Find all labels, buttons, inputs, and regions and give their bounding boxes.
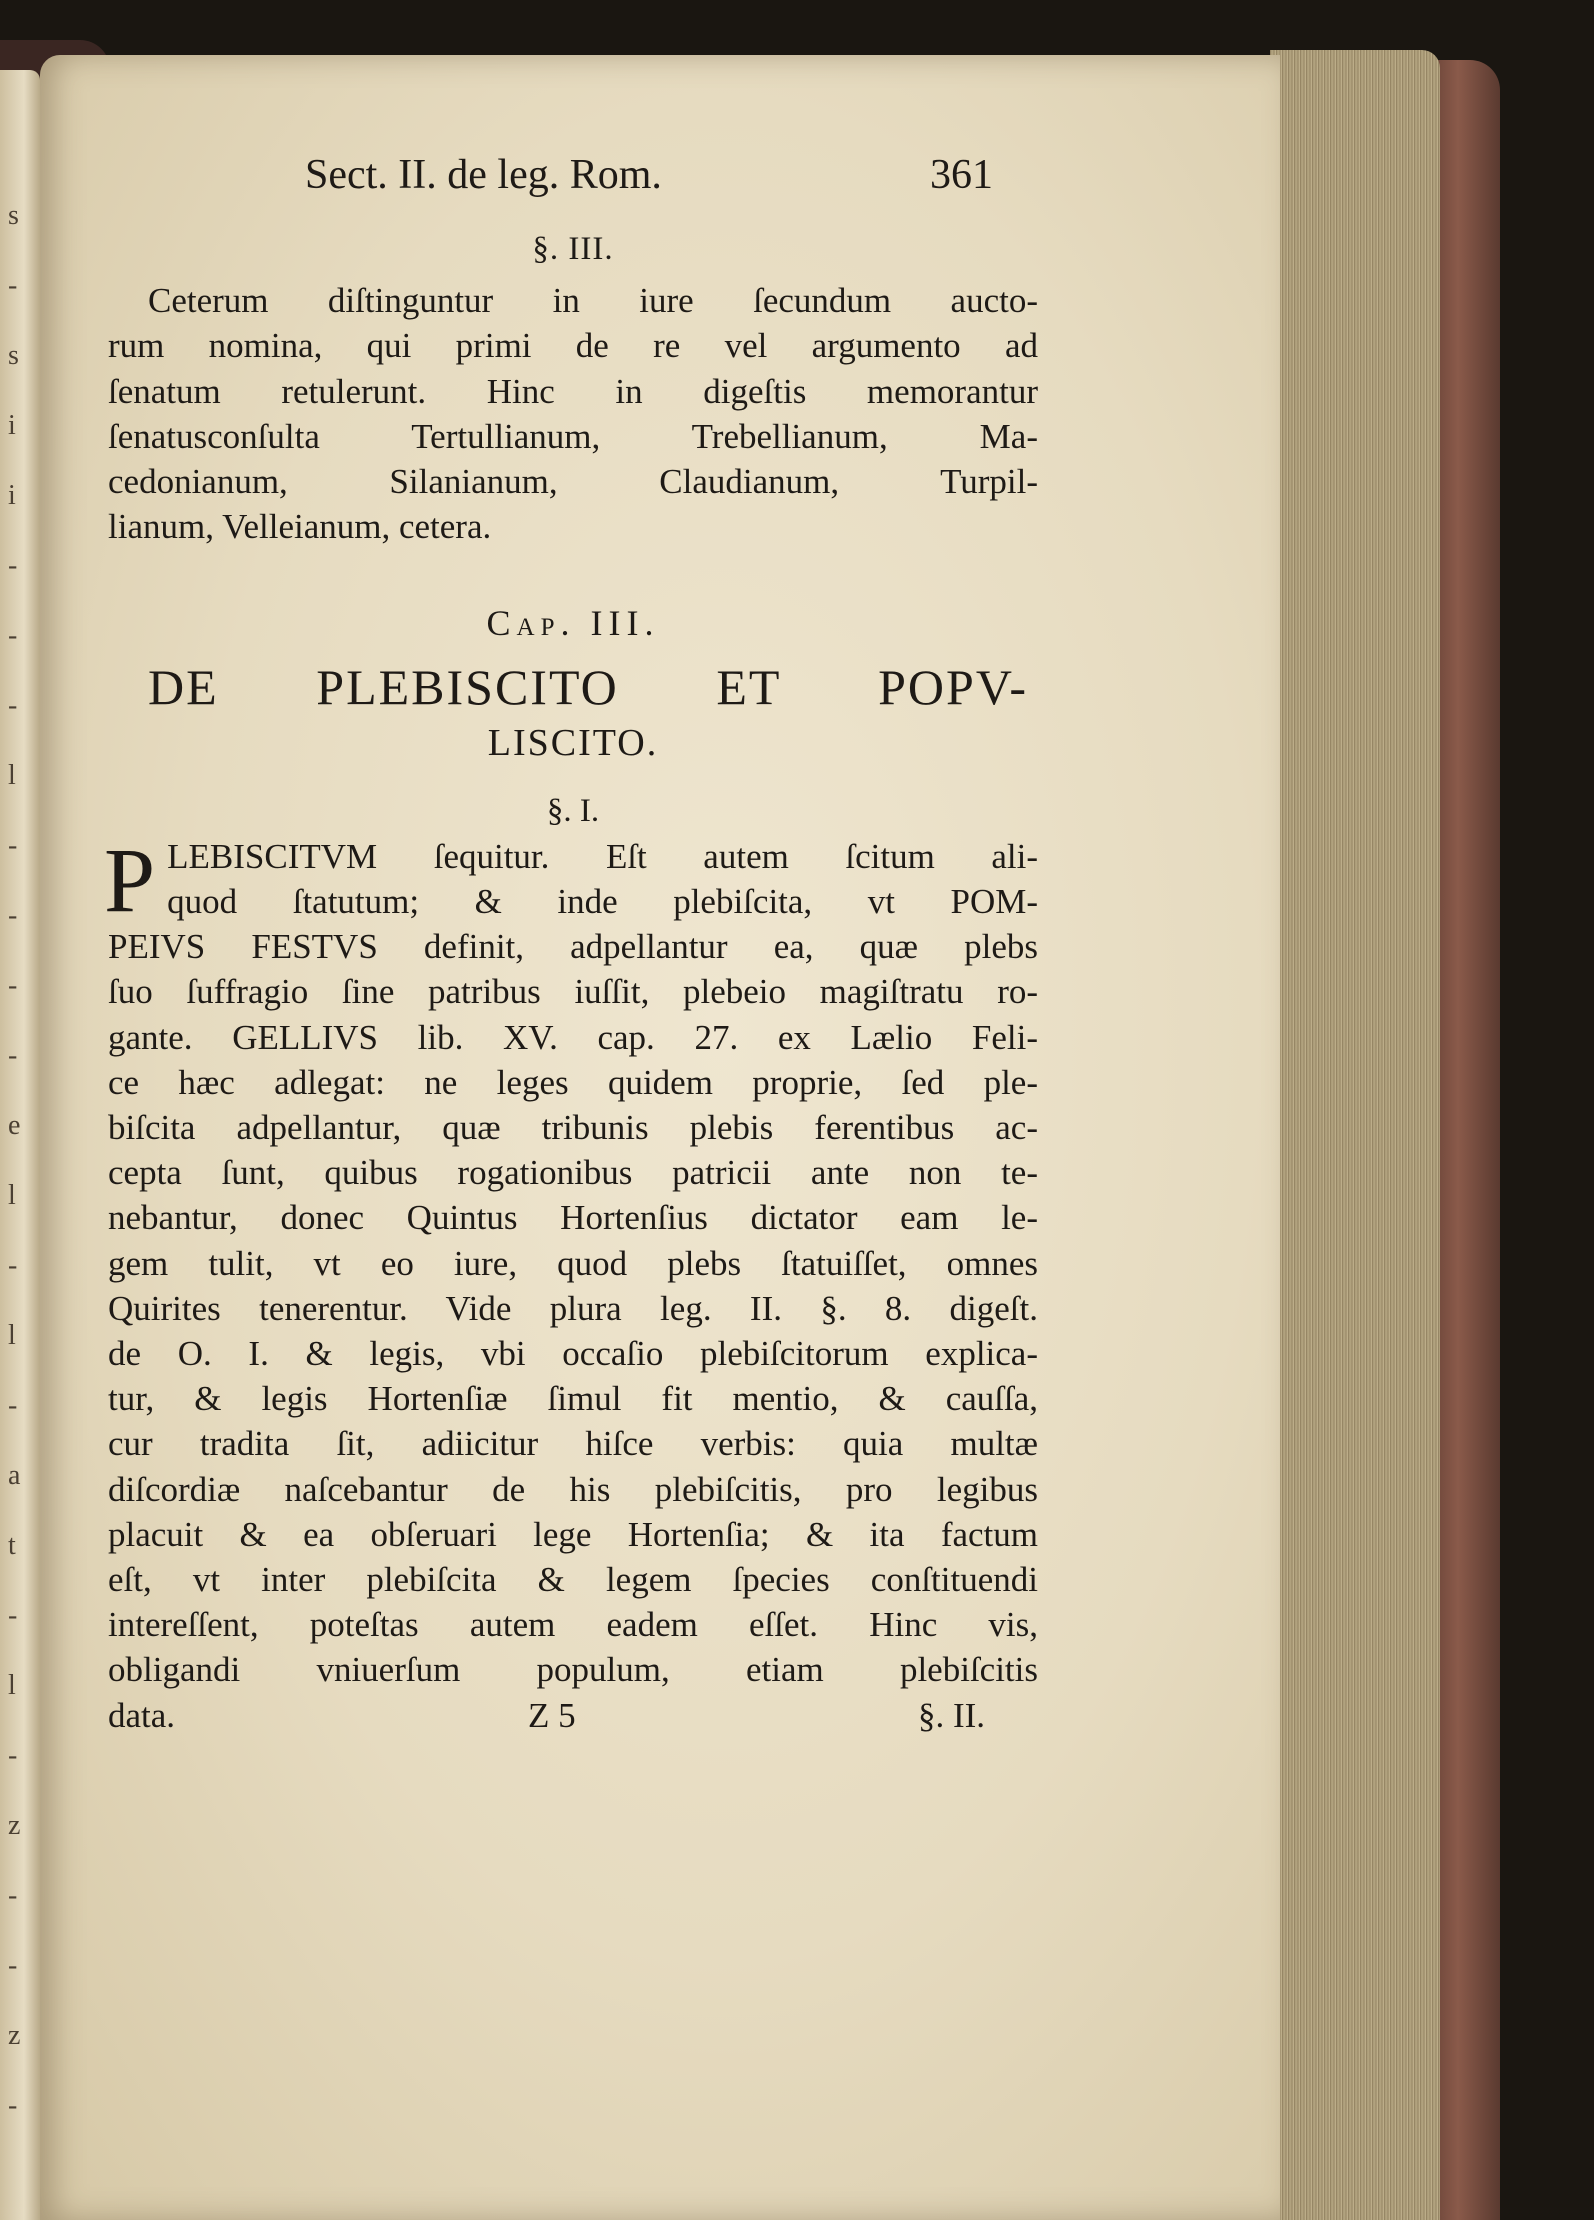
left-margin-char: - <box>8 1950 18 1981</box>
left-margin-char: l <box>8 1670 16 1701</box>
section-1-line: placuit & ea obſeruari lege Hortenſia; & ita factum <box>108 1514 1038 1554</box>
left-margin-char: - <box>8 1390 18 1421</box>
page-footer <box>108 1693 1038 1738</box>
chapter-label: Cap. III. <box>486 603 660 644</box>
left-margin-char: i <box>8 480 16 511</box>
section-1-line: biſcita adpellantur, quæ tribunis plebis ferentibus ac- <box>108 1108 1038 1148</box>
left-margin-char: - <box>8 1740 18 1771</box>
section-1-line: gem tulit, vt eo iure, quod plebs ſtatuiſſet, omnes <box>108 1243 1038 1283</box>
page-number: 361 <box>930 152 993 198</box>
left-facing-page <box>0 70 40 2220</box>
chapter-title-line-1: DE PLEBISCITO ET POPV- <box>148 658 1028 715</box>
left-margin-char: - <box>8 1880 18 1911</box>
section-3-line: ſenatusconſulta Tertullianum, Trebellianum, Ma- <box>108 416 1038 456</box>
left-margin-char: - <box>8 900 18 931</box>
page-edge-stack <box>1270 50 1440 2220</box>
footer-last-word: data. <box>108 1695 176 1735</box>
running-head <box>108 145 1038 205</box>
left-margin-char: s <box>8 200 19 231</box>
page-text <box>104 145 1038 1738</box>
section-1-line: ce hæc adlegat: ne leges quidem proprie, ſed ple- <box>108 1062 1038 1102</box>
left-margin-char: - <box>8 970 18 1001</box>
section-1-line: cepta ſunt, quibus rogationibus patricii ante non te- <box>108 1153 1038 1193</box>
section-1-paragraph <box>104 828 1038 1693</box>
drop-cap: P <box>104 828 156 931</box>
section-1-line: gante. GELLIVS lib. XV. cap. 27. ex Lælio Feli- <box>108 1017 1038 1057</box>
section-1-line: quod ſtatutum; & inde plebiſcita, vt POM- <box>167 882 1038 922</box>
section-heading-3: §. III. <box>532 231 614 267</box>
section-3-paragraph <box>108 278 1038 549</box>
running-head-title: Sect. II. de leg. Rom. <box>305 152 662 198</box>
section-1-line: nebantur, donec Quintus Hortenſius dictator eam le- <box>108 1198 1038 1238</box>
left-margin-char: l <box>8 1320 16 1351</box>
section-3-line: ſenatum retulerunt. Hinc in digeſtis memorantur <box>108 371 1038 411</box>
section-heading-1: §. I. <box>546 792 600 829</box>
signature-mark: Z 5 <box>528 1695 576 1735</box>
left-margin-char: l <box>8 760 16 791</box>
section-1-line: LEBISCITVM ſequitur. Eſt autem ſcitum ali- <box>167 836 1038 876</box>
left-margin-char: z <box>8 2020 21 2051</box>
book-cover-edge <box>1430 60 1500 2220</box>
section-3-line: lianum, Velleianum, cetera. <box>108 507 492 547</box>
section-1-line: diſcordiæ naſcebantur de his plebiſcitis, pro legibus <box>108 1469 1038 1509</box>
section-3-line: cedonianum, Silanianum, Claudianum, Turpil- <box>108 462 1038 502</box>
left-margin-char: - <box>8 620 18 651</box>
left-margin-char: z <box>8 1810 21 1841</box>
section-3-line: rum nomina, qui primi de re vel argumento ad <box>108 326 1038 366</box>
section-1-line: tur, & legis Hortenſiæ ſimul fit mentio, & cauſſa, <box>108 1379 1038 1419</box>
left-margin-char: t <box>8 1530 16 1561</box>
section-1-line: cur tradita ſit, adiicitur hiſce verbis: quia multæ <box>108 1424 1038 1464</box>
left-margin-char: - <box>8 1600 18 1631</box>
catchword: §. II. <box>918 1695 986 1735</box>
section-1-line: ſuo ſuffragio ſine patribus iuſſit, plebeio magiſtratu ro- <box>108 972 1038 1012</box>
left-margin-char: - <box>8 830 18 861</box>
section-1-line: de O. I. & legis, vbi occaſio plebiſcitorum explica- <box>108 1334 1038 1374</box>
left-margin-char: a <box>8 1460 21 1491</box>
chapter-title-line-2: LISCITO. <box>487 721 659 764</box>
left-margin-char: - <box>8 1250 18 1281</box>
section-1-line: obligandi vniuerſum populum, etiam plebiſcitis <box>108 1650 1038 1690</box>
left-margin-char: e <box>8 1110 21 1141</box>
left-margin-char: - <box>8 550 18 581</box>
left-margin-char: - <box>8 1040 18 1071</box>
section-1-line: Quirites tenerentur. Vide plura leg. II. §. 8. digeſt. <box>108 1288 1038 1328</box>
left-margin-char: i <box>8 410 16 441</box>
section-1-line: PEIVS FESTVS definit, adpellantur ea, quæ plebs <box>108 927 1038 967</box>
left-margin-char: l <box>8 1180 16 1211</box>
section-3-line: Ceterum diſtinguntur in iure ſecundum aucto- <box>148 281 1038 321</box>
left-margin-char: s <box>8 340 19 371</box>
chapter-title <box>108 659 1038 771</box>
section-1-line: eſt, vt inter plebiſcita & legem ſpecies conſtituendi <box>108 1560 1038 1600</box>
section-1-line: intereſſent, poteſtas autem eadem eſſet. Hinc vis, <box>108 1605 1038 1645</box>
left-margin-char: - <box>8 690 18 721</box>
left-margin-char: - <box>8 270 18 301</box>
left-margin-char: - <box>8 2090 18 2121</box>
